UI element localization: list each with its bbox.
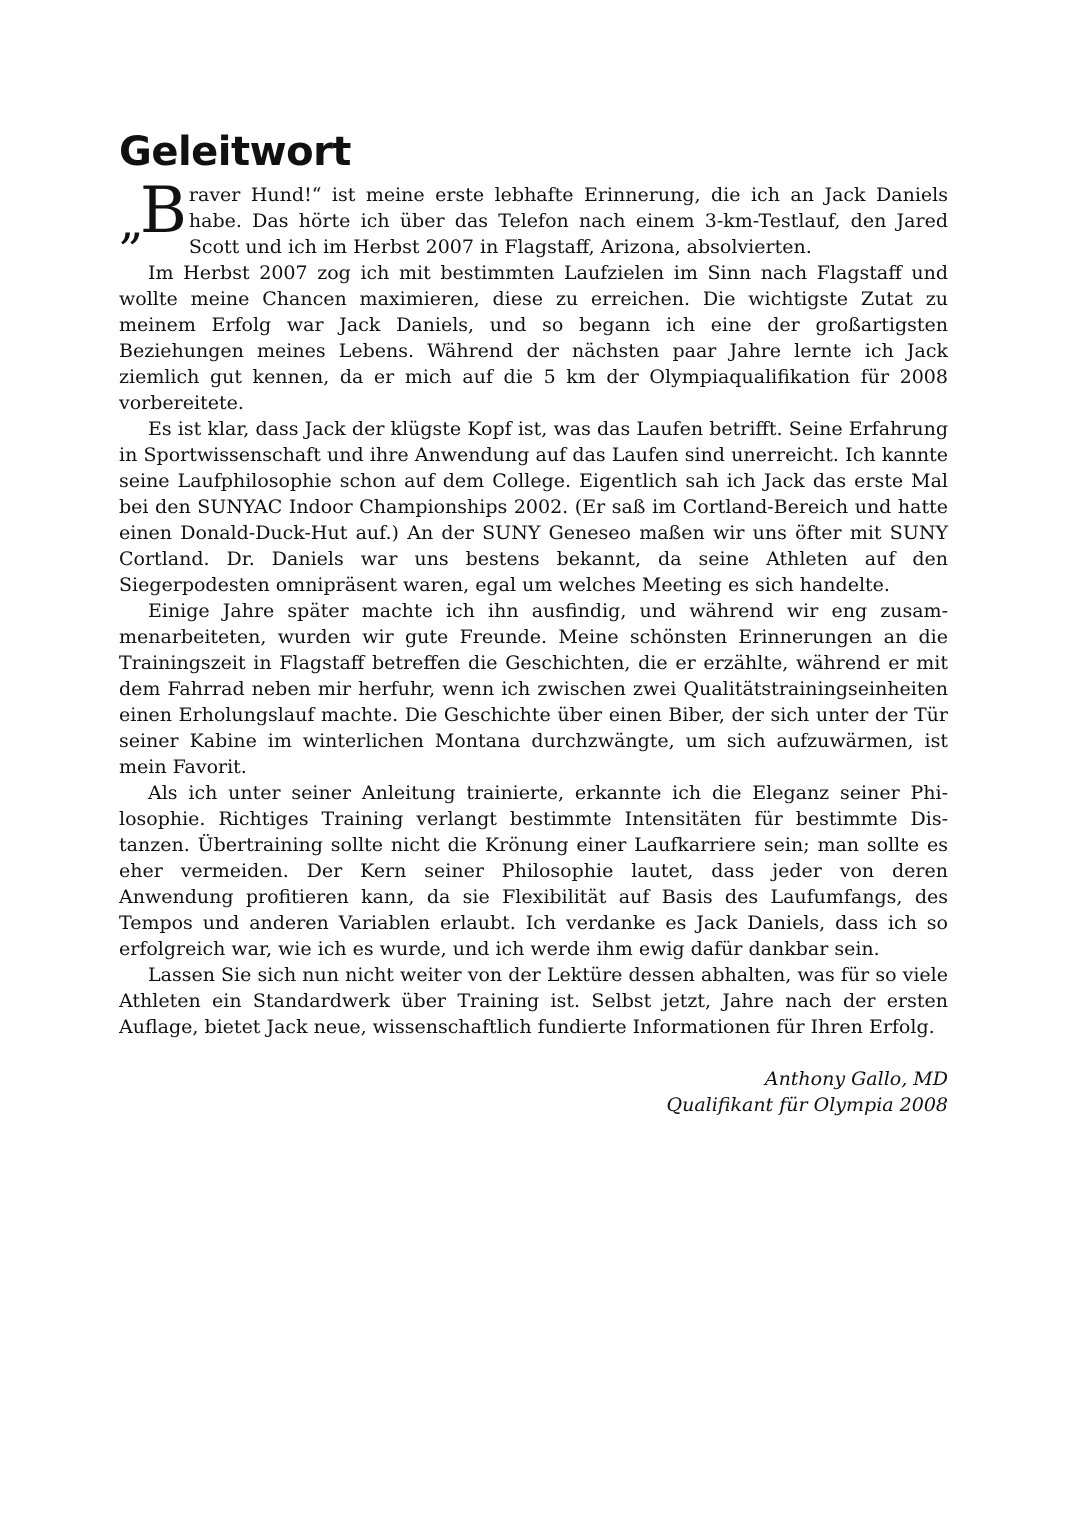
signature-role: Qualifikant für Olympia 2008 [666,1094,948,1116]
paragraph-1-text: raver Hund!“ ist meine erste lebhafte Erinnerung, die ich an Jack Daniels habe. Das hörte ich über das Telefon nach einem 3-km-Testlauf, den Jared Scott und ich im Herbst 2007 in Flagstaff, Arizona, absolvierten. [188,184,948,258]
drop-cap [119,174,185,250]
paragraph-2: Im Herbst 2007 zog ich mit bestimmten Laufzielen im Sinn nach Flagstaff und wollte meine Chancen maximieren, diese zu erreichen. Die wichtigste Zutat zu meinem Erfolg war Jack Daniels, und so begann ich eine der großartigsten Beziehungen meines Lebens. Während der nächsten paar Jahre lernte ich Jack ziemlich gut kennen, da er mich auf die 5 km der Olympiaqualifikation für 2008 vorbereitete. [119,262,948,414]
paragraph-6: Lassen Sie sich nun nicht weiter von der Lektüre dessen abhalten, was für so viele Athleten ein Standardwerk über Training ist. Selbst jetzt, Jahre nach der ersten Auflage, bietet Jack neue, wissenschaftlich fundierte Informationen für Ihren Erfolg. [119,964,948,1038]
page-title: Geleitwort [119,129,351,175]
document-page [119,128,948,1118]
paragraph-3: Es ist klar, dass Jack der klügste Kopf ist, was das Laufen betrifft. Seine Erfahrung in Sportwissenschaft und ihre Anwendung auf das Laufen sind unerreicht. Ich kannte seine Laufphilosophie schon auf dem College. Eigentlich sah ich Jack das erste Mal bei den SUNYAC Indoor Championships 2002. (Er saß im Cortland-Bereich und hatte einen Donald-Duck-Hut auf.) An der SUNY Geneseo maßen wir uns öfter mit SUNY Cortland. Dr. Daniels war uns bestens bekannt, da seine Athleten auf den Siegerpodesten omnipräsent waren, egal um welches Meeting es sich handelte. [119,418,948,596]
paragraph-5: Als ich unter seiner Anleitung trainierte, erkannte ich die Eleganz seiner Philosophie. Richtiges Training verlangt bestimmte Intensitäten für bestimmte Distanzen. Übertraining sollte nicht die Krönung einer Laufkarriere sein; man sollte es eher vermeiden. Der Kern seiner Philosophie lautet, dass jeder von deren Anwendung profitieren kann, da sie Flexibilität auf Basis des Laufumfangs, des Tempos und anderen Variablen erlaubt. Ich verdanke es Jack Daniels, dass ich so erfolgreich war, wie ich es wurde, und ich werde ihm ewig dafür dankbar sein. [119,782,948,960]
drop-cap-quote: „ [119,194,140,250]
signature-block [119,1066,948,1118]
drop-cap-letter: B [139,174,185,248]
paragraph-1 [119,174,948,260]
signature-name: Anthony Gallo, MD [764,1068,948,1090]
paragraph-4: Einige Jahre später machte ich ihn ausfindig, und während wir eng zusammenarbeiteten, wurden wir gute Freunde. Meine schönsten Erinnerungen an die Trainingszeit in Flagstaff betreffen die Geschichten, die er erzählte, während er mit dem Fahrrad neben mir herfuhr, wenn ich zwischen zwei Qualitätstrainingseinheiten einen Erholungslauf machte. Die Geschichte über einen Biber, der sich unter der Tür seiner Kabine im winterlichen Montana durchzwängte, um sich aufzuwärmen, ist mein Favorit. [119,600,948,778]
body-text [119,174,948,1040]
